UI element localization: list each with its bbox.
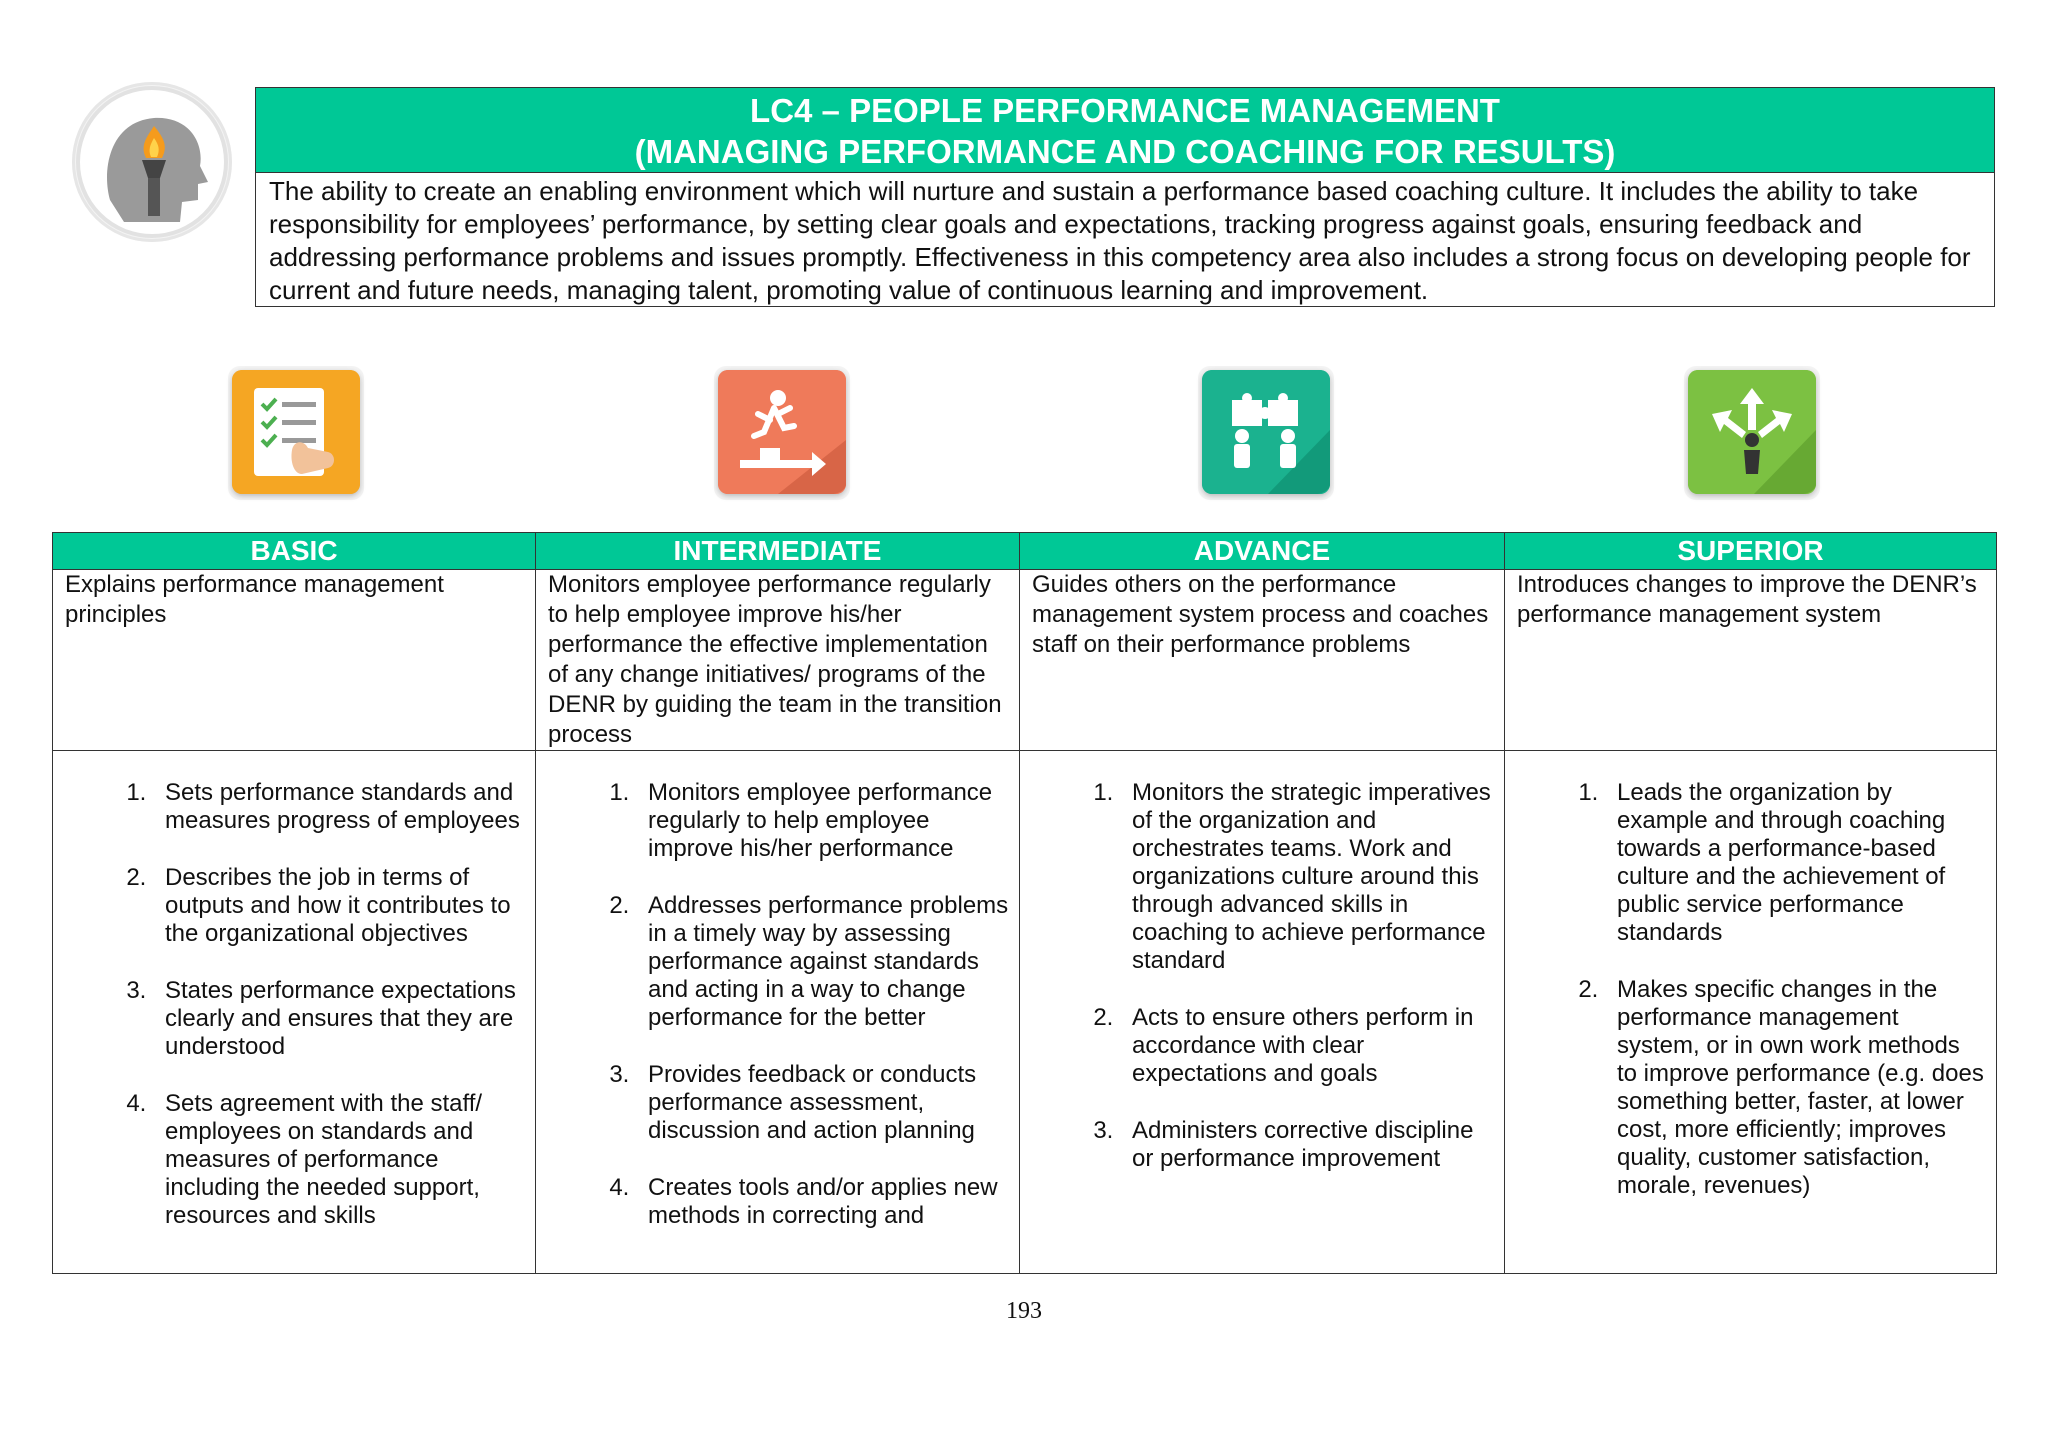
list-item: 1. Leads the organization by example and through coaching towards a performance-based culture and the achievement of public service performance standards bbox=[1605, 779, 1986, 947]
page-number: 193 bbox=[1006, 1298, 1042, 1324]
list-item: 2. Describes the job in terms of outputs and how it contributes to the organizational objectives bbox=[153, 864, 525, 948]
competency-description: The ability to create an enabling environment which will nurture and sustain a performance based coaching culture. It includes the ability to take responsibility for employees’ performance, by setting clear goals and expectations, tracking progress against goals, ensuring feedback and addressing performance problems and issues promptly. Effectiveness in this competency area also includes a strong focus on developing people for current and future needs, managing talent, promoting value of continuous learning and improvement. bbox=[269, 176, 1971, 305]
head-torch-icon bbox=[72, 82, 232, 242]
table-header-row bbox=[53, 533, 1997, 570]
indicators-superior bbox=[1505, 751, 1997, 1274]
list-item: 3. Administers corrective discipline or performance improvement bbox=[1120, 1117, 1494, 1173]
level-header-superior: SUPERIOR bbox=[1505, 533, 1997, 570]
summary-superior: Introduces changes to improve the DENR’s performance management system bbox=[1505, 570, 1997, 751]
proficiency-levels-table bbox=[52, 532, 1997, 1274]
level-header-basic: BASIC bbox=[53, 533, 536, 570]
list-item: 1. Monitors employee performance regularly to help employee improve his/her performance bbox=[636, 779, 1009, 863]
level-header-intermediate: INTERMEDIATE bbox=[536, 533, 1020, 570]
summary-row bbox=[53, 570, 1997, 751]
list-item: 1. Monitors the strategic imperatives of the organization and orchestrates teams. Work and organizations culture around this through advanced skills in coaching to achieve performance standard bbox=[1120, 779, 1494, 975]
list-item: 3. Provides feedback or conducts performance assessment, discussion and action planning bbox=[636, 1061, 1009, 1145]
stairs-runner-icon bbox=[718, 370, 846, 494]
indicators-intermediate bbox=[536, 751, 1020, 1274]
list-item: 4. Sets agreement with the staff/ employees on standards and measures of performance including the needed support, resources and skills bbox=[153, 1090, 525, 1230]
team-puzzle-icon bbox=[1202, 370, 1330, 494]
indicators-basic bbox=[53, 751, 536, 1274]
level-header-advance: ADVANCE bbox=[1020, 533, 1505, 570]
title-line-1: LC4 – PEOPLE PERFORMANCE MANAGEMENT bbox=[750, 92, 1500, 129]
list-item: 1. Sets performance standards and measures progress of employees bbox=[153, 779, 525, 835]
checklist-icon bbox=[232, 370, 360, 494]
list-item: 3. States performance expectations clearly and ensures that they are understood bbox=[153, 977, 525, 1061]
list-item: 2. Makes specific changes in the performance management system, or in own work methods to improve performance (e.g. does something better, faster, at lower cost, more efficiently; improves quality, customer satisfaction, morale, revenues) bbox=[1605, 976, 1986, 1200]
summary-intermediate: Monitors employee performance regularly to help employee improve his/her performance the effective implementation of any change initiatives/ programs of the DENR by guiding the team in the transition process bbox=[536, 570, 1020, 751]
list-item: 2. Addresses performance problems in a timely way by assessing performance against standards and acting in a way to change performance for the better bbox=[636, 892, 1009, 1032]
indicators-advance bbox=[1020, 751, 1505, 1274]
summary-advance: Guides others on the performance management system process and coaches staff on their performance problems bbox=[1020, 570, 1505, 751]
crossroads-icon bbox=[1688, 370, 1816, 494]
list-item: 2. Acts to ensure others perform in accordance with clear expectations and goals bbox=[1120, 1004, 1494, 1088]
title-line-2: (MANAGING PERFORMANCE AND COACHING FOR RESULTS) bbox=[634, 133, 1616, 170]
competency-header bbox=[255, 87, 1995, 307]
summary-basic: Explains performance management principles bbox=[53, 570, 536, 751]
competency-title bbox=[256, 88, 1994, 173]
indicators-row bbox=[53, 751, 1997, 1274]
list-item: 4. Creates tools and/or applies new methods in correcting and bbox=[636, 1174, 1009, 1230]
